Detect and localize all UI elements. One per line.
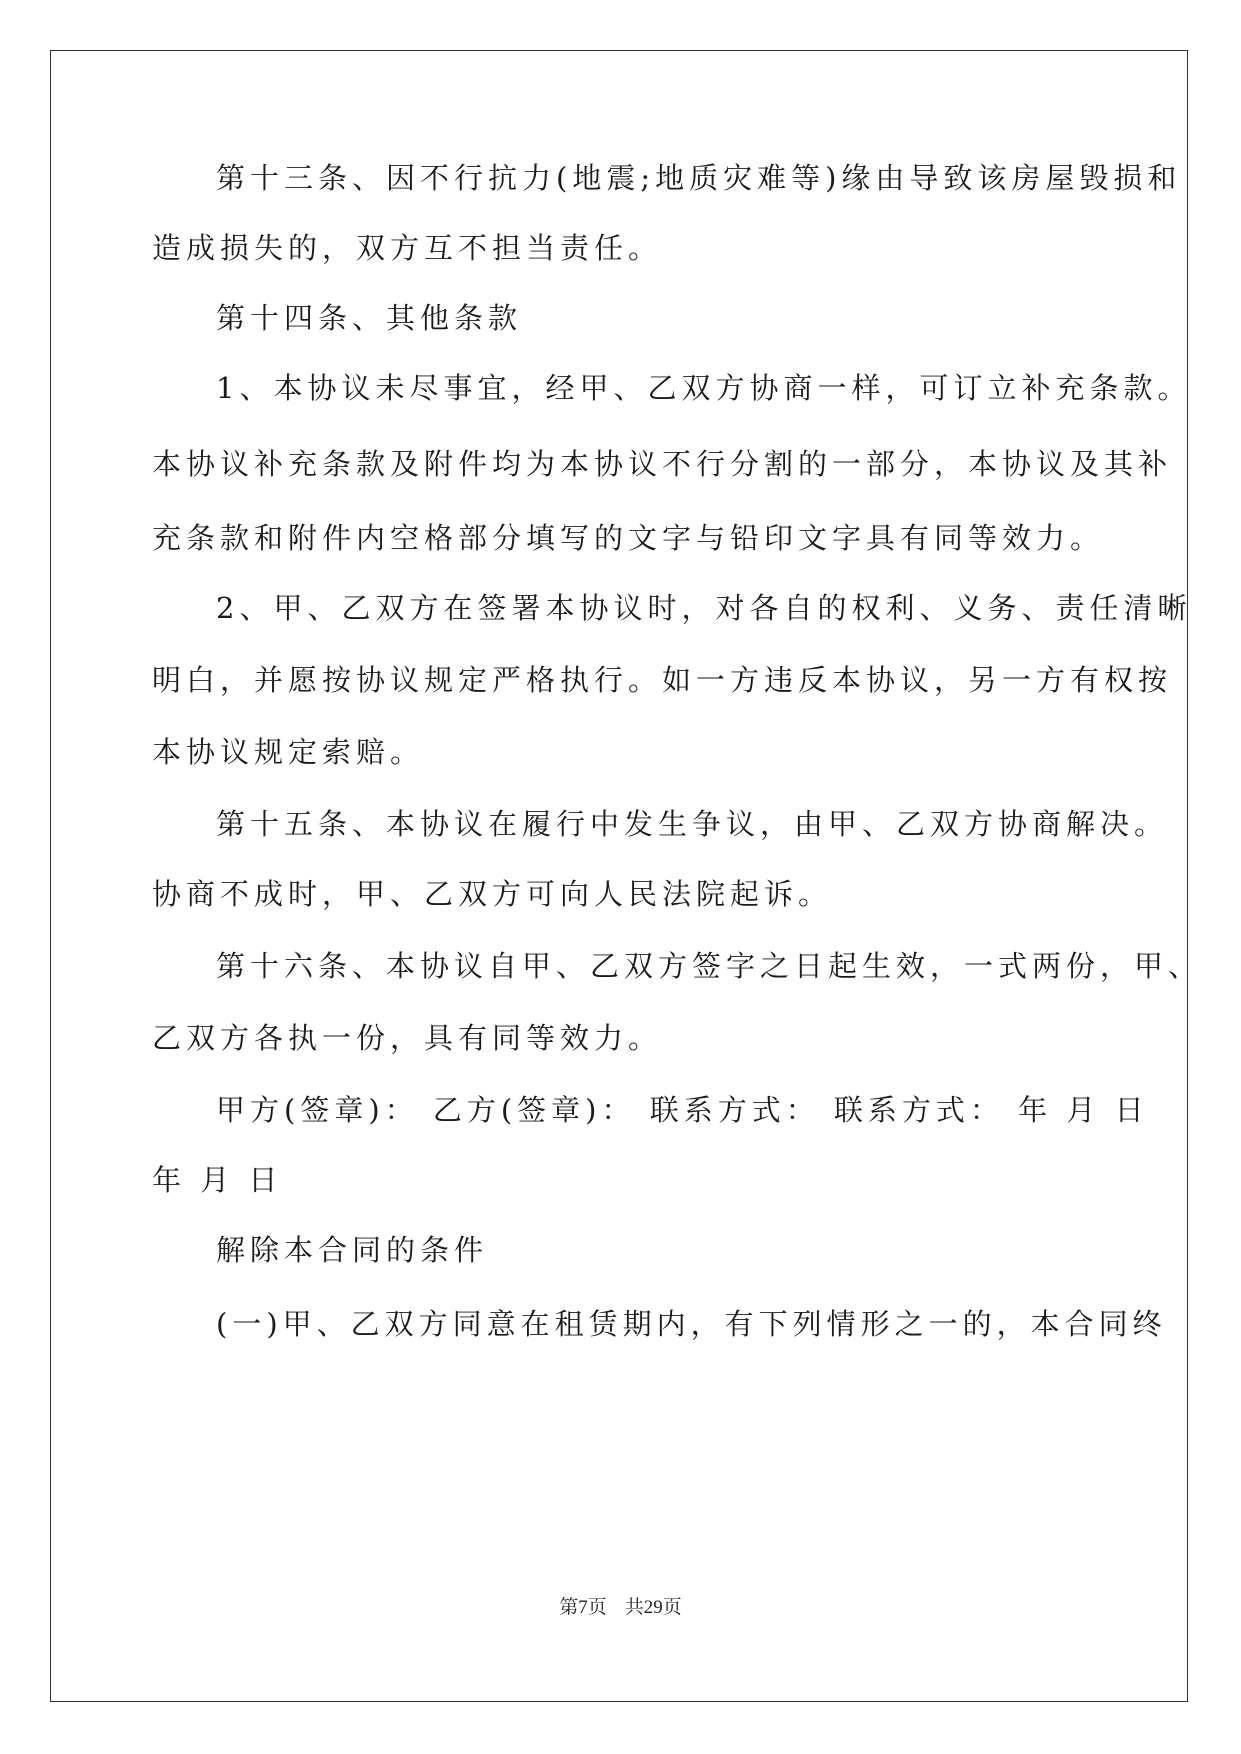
date-line: 年 月 日 — [152, 1163, 283, 1197]
paragraph-line: 明白，并愿按协议规定严格执行。如一方违反本协议，另一方有权按 — [152, 663, 1173, 697]
paragraph-line: 第十五条、本协议在履行中发生争议，由甲、乙双方协商解决。 — [216, 807, 1169, 841]
paragraph-line: 协商不成时，甲、乙双方可向人民法院起诉。 — [152, 877, 833, 911]
paragraph-line: 第十六条、本协议自甲、乙双方签字之日起生效，一式两份，甲、 — [216, 949, 1203, 983]
paragraph-line: 造成损失的，双方互不担当责任。 — [152, 231, 663, 265]
paragraph-line: 2、甲、乙双方在签署本协议时，对各自的权利、义务、责任清晰 — [216, 591, 1192, 625]
page-footer — [0, 1592, 1241, 1619]
paragraph-line: 本协议补充条款及附件均为本协议不行分割的一部分，本协议及其补 — [152, 447, 1173, 481]
paragraph-line: 乙双方各执一份，具有同等效力。 — [152, 1021, 663, 1055]
page-number: 第7页 — [559, 1597, 607, 1618]
paragraph-line: 充条款和附件内空格部分填写的文字与铅印文字具有同等效力。 — [152, 521, 1105, 555]
page-total: 共29页 — [624, 1597, 682, 1618]
paragraph-line: 本协议规定索赔。 — [152, 735, 425, 769]
paragraph-line: 第十四条、其他条款 — [216, 301, 523, 335]
section-heading: 解除本合同的条件 — [216, 1233, 489, 1267]
paragraph-line: 第十三条、因不行抗力(地震;地质灾难等)缘由导致该房屋毁损和 — [216, 161, 1182, 195]
paragraph-line: 1、本协议未尽事宜，经甲、乙双方协商一样，可订立补充条款。 — [216, 371, 1192, 405]
signature-line: 甲方(签章)： 乙方(签章)： 联系方式： 联系方式： 年 月 日 — [216, 1093, 1149, 1127]
paragraph-line: (一)甲、乙双方同意在租赁期内，有下列情形之一的，本合同终 — [216, 1307, 1167, 1341]
